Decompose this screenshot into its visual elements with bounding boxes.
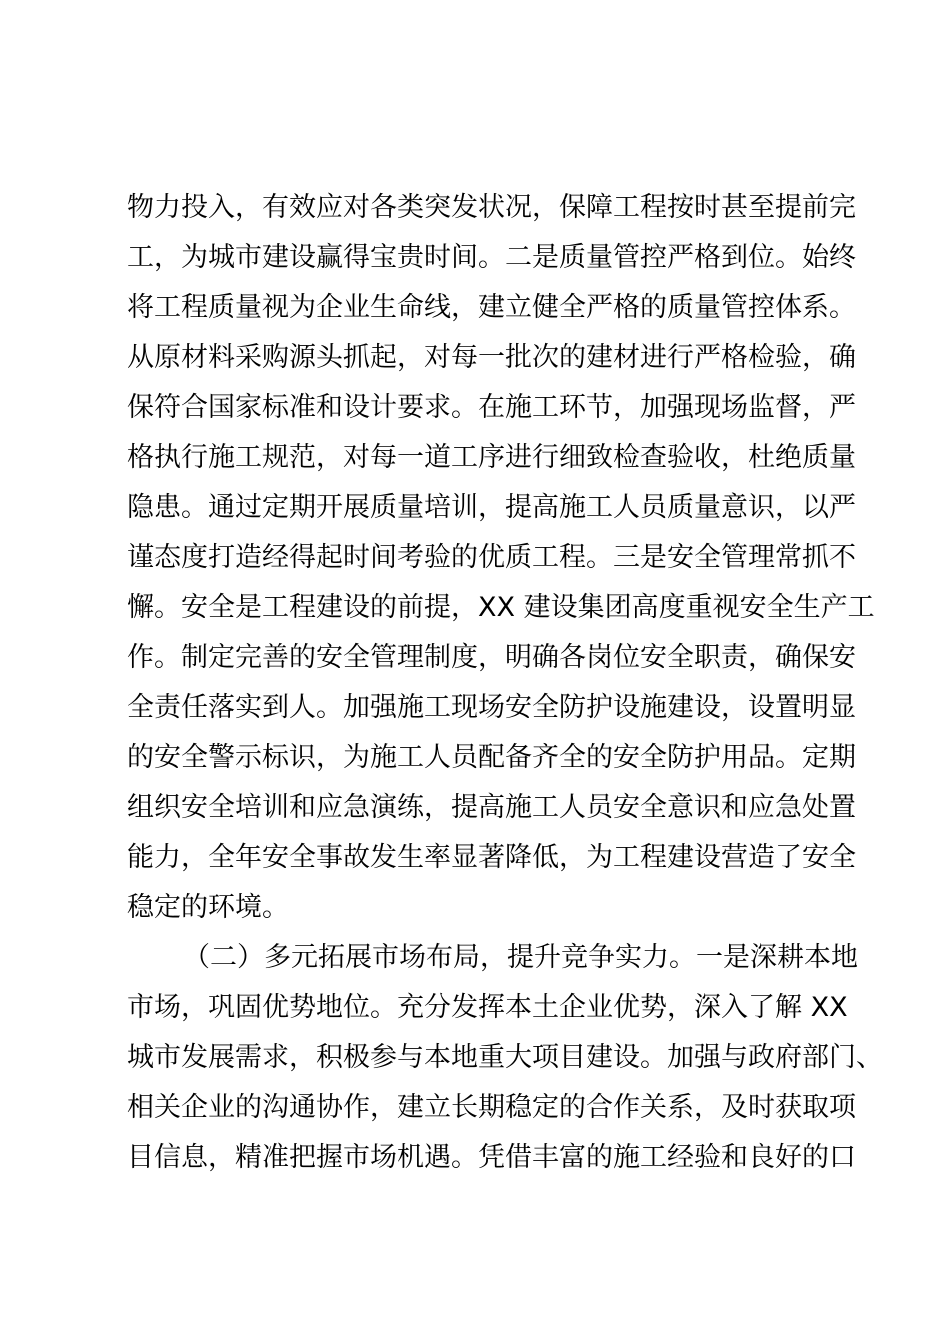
paragraph-line: 懈。安全是工程建设的前提，XX 建设集团高度重视安全生产工 — [127, 592, 875, 623]
paragraph-line: 从原材料采购源头抓起，对每一批次的建材进行严格检验，确 — [127, 342, 856, 373]
paragraph-line: 谨态度打造经得起时间考验的优质工程。三是安全管理常抓不 — [127, 542, 856, 573]
paragraph-line: 组织安全培训和应急演练，提高施工人员安全意识和应急处置 — [127, 792, 856, 823]
paragraph-line: 保符合国家标准和设计要求。在施工环节，加强现场监督，严 — [127, 392, 856, 423]
paragraph-line: 相关企业的沟通协作，建立长期稳定的合作关系，及时获取项 — [127, 1092, 856, 1123]
paragraph-line: 工，为城市建设赢得宝贵时间。二是质量管控严格到位。始终 — [127, 242, 856, 273]
paragraph-line: 能力，全年安全事故发生率显著降低，为工程建设营造了安全 — [127, 842, 856, 873]
paragraph-line: 格执行施工规范，对每一道工序进行细致检查验收，杜绝质量 — [127, 442, 856, 473]
paragraph-line: 稳定的环境。 — [127, 892, 289, 923]
paragraph-line: 城市发展需求，积极参与本地重大项目建设。加强与政府部门、 — [127, 1042, 883, 1073]
paragraph-line: 全责任落实到人。加强施工现场安全防护设施建设，设置明显 — [127, 692, 856, 723]
paragraph-line: 目信息，精准把握市场机遇。凭借丰富的施工经验和良好的口 — [127, 1142, 856, 1173]
section-heading-line: （二）多元拓展市场布局，提升竞争实力。一是深耕本地 — [183, 942, 858, 973]
paragraph-line: 的安全警示标识，为施工人员配备齐全的安全防护用品。定期 — [127, 742, 856, 773]
paragraph-line: 物力投入，有效应对各类突发状况，保障工程按时甚至提前完 — [127, 192, 856, 223]
paragraph-line: 市场，巩固优势地位。充分发挥本土企业优势，深入了解 XX — [127, 992, 848, 1023]
paragraph-line: 作。制定完善的安全管理制度，明确各岗位安全职责，确保安 — [127, 642, 856, 673]
paragraph-line: 隐患。通过定期开展质量培训，提高施工人员质量意识，以严 — [127, 492, 856, 523]
paragraph-line: 将工程质量视为企业生命线，建立健全严格的质量管控体系。 — [127, 292, 856, 323]
